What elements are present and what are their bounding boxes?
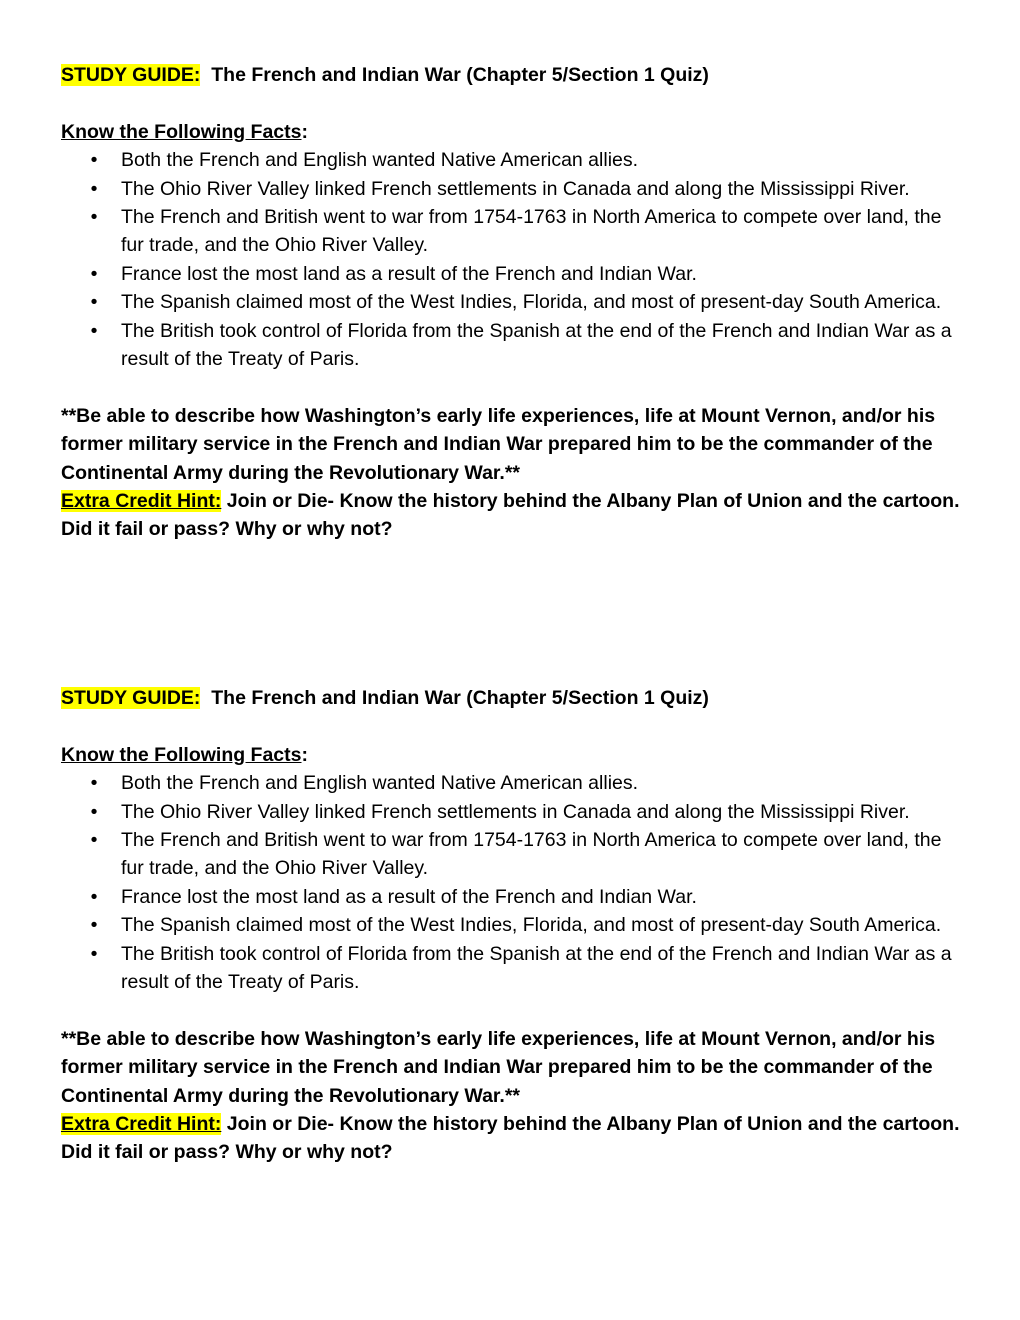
guide-title: The French and Indian War (Chapter 5/Section 1 Quiz)	[211, 64, 709, 86]
list-item	[61, 260, 961, 288]
list-item	[61, 769, 961, 797]
list-item	[61, 911, 961, 939]
bullet-icon: •	[90, 206, 98, 229]
bullet-icon: •	[90, 829, 98, 852]
list-item	[61, 826, 961, 883]
guide-heading	[61, 684, 961, 712]
bullet-icon: •	[90, 885, 98, 908]
extra-credit-text: Join or Die- Know the history behind the Albany Plan of Union and the cartoon. Did it fail or pass? Why or why not?	[61, 490, 960, 541]
bullet-icon: •	[90, 149, 98, 172]
fact-text: The French and British went to war from 1754-1763 in North America to compete over land, the fur trade, and the Ohio River Valley.	[121, 829, 942, 880]
study-guide-1	[61, 61, 961, 544]
fact-text: Both the French and English wanted Native American allies.	[121, 149, 639, 172]
list-item	[61, 940, 961, 997]
list-item	[61, 798, 961, 826]
facts-heading-text: Know the Following Facts	[61, 120, 302, 143]
bullet-icon: •	[90, 914, 98, 937]
bullet-icon: •	[90, 319, 98, 342]
fact-text: The Spanish claimed most of the West Indies, Florida, and most of present-day South America.	[121, 914, 942, 937]
essay-prompt: **Be able to describe how Washington’s early life experiences, life at Mount Vernon, and/or his former military service in the French and Indian War prepared him to be the commander of the Continental Army during the Revolutionary War.**	[61, 1027, 936, 1107]
fact-text: The British took control of Florida from the Spanish at the end of the French and Indian War as a result of the Treaty of Paris.	[121, 319, 952, 371]
extra-credit-hint	[61, 487, 961, 544]
list-item	[61, 203, 961, 260]
list-item	[61, 883, 961, 911]
essay-prompt: **Be able to describe how Washington’s early life experiences, life at Mount Vernon, and/or his former military service in the French and Indian War prepared him to be the commander of the Continental Army during the Revolutionary War.**	[61, 404, 936, 484]
extra-credit-label: Extra Credit Hint:	[61, 490, 222, 513]
facts-heading	[61, 118, 961, 146]
fact-text: France lost the most land as a result of the French and Indian War.	[121, 262, 697, 285]
bullet-icon: •	[90, 772, 98, 795]
list-item	[61, 146, 961, 174]
facts-list	[61, 146, 961, 373]
study-guide-label: STUDY GUIDE:	[61, 687, 201, 709]
bullet-icon: •	[90, 177, 98, 200]
fact-text: France lost the most land as a result of the French and Indian War.	[121, 885, 697, 908]
fact-text: The Ohio River Valley linked French settlements in Canada and along the Mississippi River.	[121, 177, 910, 200]
fact-text: Both the French and English wanted Native American allies.	[121, 772, 639, 795]
fact-text: The French and British went to war from 1754-1763 in North America to compete over land, the fur trade, and the Ohio River Valley.	[121, 206, 942, 257]
list-item	[61, 317, 961, 374]
guide-title: The French and Indian War (Chapter 5/Section 1 Quiz)	[211, 687, 709, 709]
facts-list	[61, 769, 961, 996]
extra-credit-text: Join or Die- Know the history behind the Albany Plan of Union and the cartoon. Did it fail or pass? Why or why not?	[61, 1113, 960, 1164]
bullet-icon: •	[90, 262, 98, 285]
facts-heading-colon: :	[301, 120, 308, 143]
bullet-icon: •	[90, 800, 98, 823]
facts-heading-colon: :	[301, 743, 308, 766]
list-item	[61, 288, 961, 316]
fact-text: The Spanish claimed most of the West Indies, Florida, and most of present-day South America.	[121, 291, 942, 314]
study-guide-label: STUDY GUIDE:	[61, 64, 201, 86]
study-guide-2	[61, 684, 961, 1167]
facts-heading	[61, 741, 961, 769]
guide-heading	[61, 61, 961, 89]
bullet-icon: •	[90, 291, 98, 314]
list-item	[61, 175, 961, 203]
bullet-icon: •	[90, 942, 98, 965]
extra-credit-label: Extra Credit Hint:	[61, 1113, 222, 1136]
extra-credit-hint	[61, 1110, 961, 1167]
fact-text: The British took control of Florida from the Spanish at the end of the French and Indian War as a result of the Treaty of Paris.	[121, 942, 952, 994]
facts-heading-text: Know the Following Facts	[61, 743, 302, 766]
fact-text: The Ohio River Valley linked French settlements in Canada and along the Mississippi River.	[121, 800, 910, 823]
